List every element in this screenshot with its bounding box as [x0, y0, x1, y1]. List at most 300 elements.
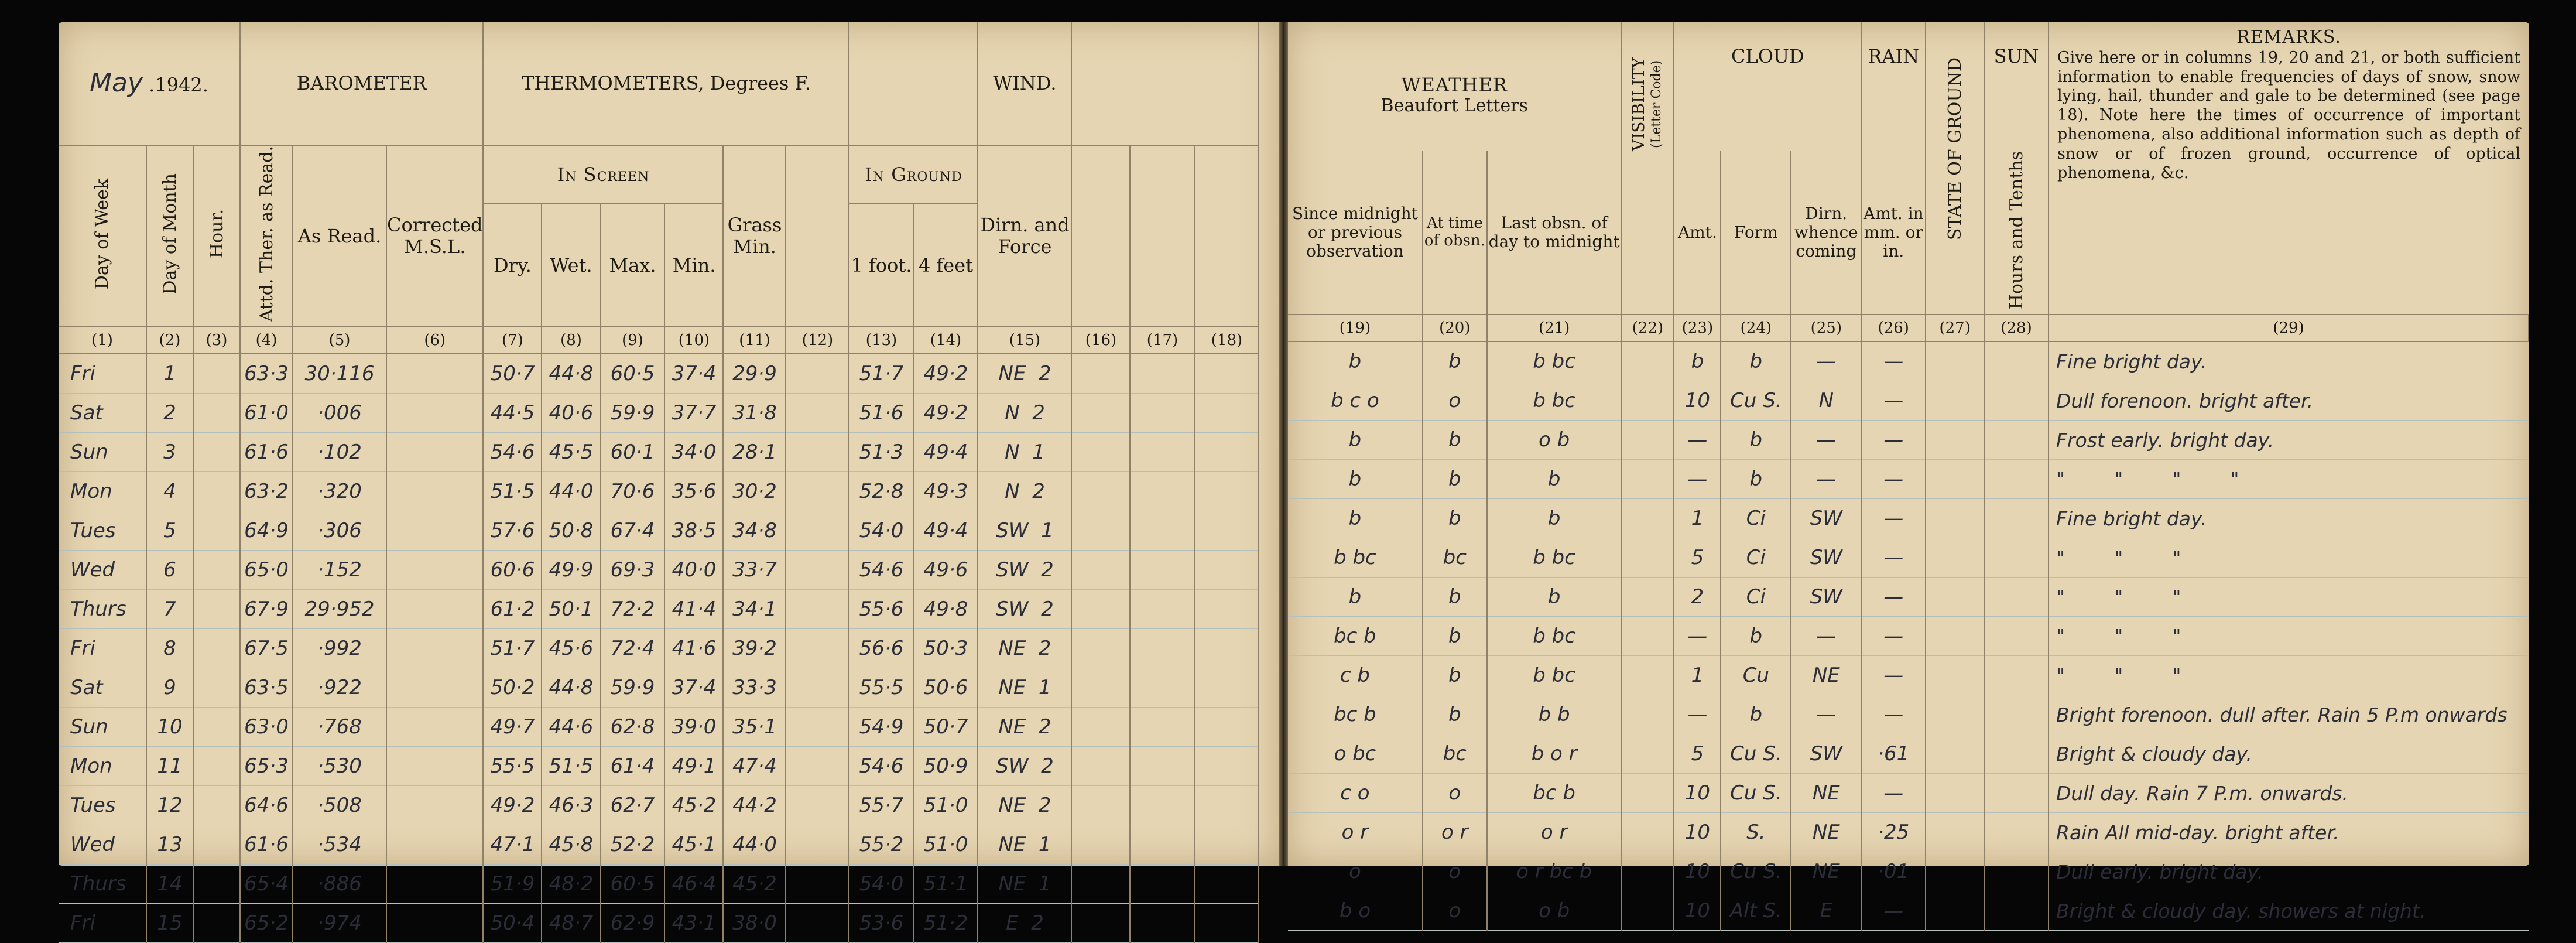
day-of-week-cell: Wed [59, 825, 146, 865]
wet-temp-cell: 46·3 [542, 786, 600, 825]
table-row [1288, 734, 2529, 774]
col-16-cell [1071, 394, 1130, 433]
col-18-cell [1194, 865, 1259, 904]
day-of-week-cell: Wed [59, 551, 146, 590]
baro-as-read-cell: ·102 [293, 433, 386, 472]
state-of-ground-cell [1926, 421, 1984, 460]
day-of-week-cell: Tues [59, 511, 146, 551]
cloud-form-cell: Cu S. [1721, 852, 1791, 891]
rain-amt-cell: — [1861, 656, 1926, 695]
table-row [1288, 695, 2529, 734]
table-row [1288, 578, 2529, 617]
rain-amt-cell: — [1861, 774, 1926, 813]
state-of-ground-cell [1926, 460, 1984, 499]
day-of-week-cell: Sun [59, 433, 146, 472]
wind-dirn-force-cell: N 1 [978, 433, 1071, 472]
max-temp-cell: 52·2 [600, 825, 664, 865]
cloud-form-cell: b [1721, 460, 1791, 499]
dry-temp-cell: 54·6 [483, 433, 542, 472]
one-foot-header: 1 foot. [849, 204, 913, 327]
day-of-week-cell: Fri [59, 904, 146, 943]
year-value: .1942. [149, 74, 208, 97]
column-number: (27) [1926, 315, 1984, 341]
dry-temp-cell: 50·7 [483, 354, 542, 394]
sun-hours-cell [1984, 341, 2049, 381]
visibility-cell [1622, 734, 1674, 774]
col-17-cell [1130, 590, 1194, 629]
visibility-cell [1622, 891, 1674, 931]
hour-cell [193, 590, 240, 629]
table-row [59, 433, 1259, 472]
weather-at-time-cell: o [1423, 852, 1487, 891]
col-17-cell [1130, 433, 1194, 472]
sun-hours-cell [1984, 578, 2049, 617]
col-18-cell [1194, 708, 1259, 747]
table-row [59, 590, 1259, 629]
cloud-dirn-cell: SW [1791, 734, 1861, 774]
ground-4ft-cell: 51·0 [913, 825, 978, 865]
column-number: (7) [483, 327, 542, 354]
day-of-week-cell: Mon [59, 747, 146, 786]
weather-last-cell: b bc [1487, 617, 1622, 656]
cloud-form-cell: b [1721, 617, 1791, 656]
max-temp-cell: 69·3 [600, 551, 664, 590]
ground-1ft-cell: 54·6 [849, 747, 913, 786]
col-12-cell [786, 590, 849, 629]
weather-at-time-cell: b [1423, 421, 1487, 460]
wind-dirn-force-cell: E 2 [978, 904, 1071, 943]
col-12-cell [786, 708, 849, 747]
col-12-cell [786, 629, 849, 668]
wet-temp-cell: 44·6 [542, 708, 600, 747]
table-row [1288, 460, 2529, 499]
dry-temp-cell: 61·2 [483, 590, 542, 629]
min-temp-cell: 37·7 [664, 394, 723, 433]
weather-at-time-cell: o r [1423, 813, 1487, 852]
baro-as-read-cell: ·886 [293, 865, 386, 904]
cloud-amt-cell: — [1674, 617, 1721, 656]
wet-temp-cell: 45·6 [542, 629, 600, 668]
remarks-header [2049, 22, 2529, 315]
blank-header [849, 22, 978, 145]
cloud-amt-cell: 10 [1674, 813, 1721, 852]
cloud-amt-cell: 10 [1674, 852, 1721, 891]
baro-as-read-cell: ·530 [293, 747, 386, 786]
baro-as-read-cell: ·992 [293, 629, 386, 668]
sun-hours-cell [1984, 617, 2049, 656]
wind-dirn-force-cell: N 2 [978, 472, 1071, 511]
col-12-header [786, 145, 849, 327]
visibility-cell [1622, 774, 1674, 813]
column-number: (23) [1674, 315, 1721, 341]
col-18-cell [1194, 904, 1259, 943]
hour-cell [193, 433, 240, 472]
day-of-month-cell: 6 [146, 551, 193, 590]
weather-last-cell: b bc [1487, 381, 1622, 421]
table-row [1288, 891, 2529, 931]
day-of-week-cell: Tues [59, 786, 146, 825]
col-17-cell [1130, 551, 1194, 590]
day-of-month-cell: 8 [146, 629, 193, 668]
wind-dirn-force-cell: NE 2 [978, 786, 1071, 825]
col-12-cell [786, 472, 849, 511]
baro-corrected-cell [386, 825, 483, 865]
attd-ther-cell: 61·0 [240, 394, 293, 433]
table-row [1288, 813, 2529, 852]
baro-corrected-cell [386, 786, 483, 825]
table-row [59, 551, 1259, 590]
hour-cell [193, 865, 240, 904]
col-17-cell [1130, 472, 1194, 511]
min-temp-cell: 37·4 [664, 668, 723, 708]
baro-as-read-cell: ·306 [293, 511, 386, 551]
table-row [1288, 499, 2529, 538]
baro-as-read-cell: 29·952 [293, 590, 386, 629]
col-16-cell [1071, 904, 1130, 943]
sun-hours-header: Hours and Tenths [1984, 151, 2049, 315]
column-number: (22) [1622, 315, 1674, 341]
column-number: (26) [1861, 315, 1926, 341]
grass-min-cell: 29·9 [723, 354, 786, 394]
max-temp-cell: 60·5 [600, 354, 664, 394]
sun-hours-cell [1984, 656, 2049, 695]
sun-hours-cell [1984, 381, 2049, 421]
state-of-ground-cell [1926, 891, 1984, 931]
min-temp-cell: 49·1 [664, 747, 723, 786]
col-16-cell [1071, 825, 1130, 865]
remark-cell: Rain All mid-day. bright after. [2049, 813, 2529, 852]
rain-amt-cell: — [1861, 538, 1926, 578]
weather-at-time-cell: b [1423, 341, 1487, 381]
beaufort-header: Beaufort Letters [1381, 95, 1528, 117]
day-of-week-cell: Thurs [59, 590, 146, 629]
col-17-cell [1130, 394, 1194, 433]
state-of-ground-cell [1926, 578, 1984, 617]
cloud-form-cell: b [1721, 341, 1791, 381]
wind-dirn-force-cell: NE 1 [978, 825, 1071, 865]
cloud-dirn-cell: N [1791, 381, 1861, 421]
col-12-cell [786, 551, 849, 590]
col-16-cell [1071, 629, 1130, 668]
weather-last-cell: b [1487, 499, 1622, 538]
sun-hours-cell [1984, 891, 2049, 931]
sun-hours-cell [1984, 852, 2049, 891]
visibility-cell [1622, 656, 1674, 695]
remark-cell: Fine bright day. [2049, 499, 2529, 538]
cloud-form-header: Form [1721, 151, 1791, 315]
grass-min-cell: 33·7 [723, 551, 786, 590]
weather-last-cell: o b [1487, 421, 1622, 460]
dry-temp-cell: 51·5 [483, 472, 542, 511]
remark-cell: Bright forenoon. dull after. Rain 5 P.m onwards [2049, 695, 2529, 734]
hour-cell [193, 708, 240, 747]
day-of-month-cell: 2 [146, 394, 193, 433]
col-16-header [1071, 145, 1130, 327]
visibility-cell [1622, 341, 1674, 381]
dry-temp-cell: 44·5 [483, 394, 542, 433]
max-temp-cell: 59·9 [600, 394, 664, 433]
max-temp-cell: 70·6 [600, 472, 664, 511]
hour-cell [193, 825, 240, 865]
sun-hours-cell [1984, 813, 2049, 852]
ground-1ft-cell: 53·6 [849, 904, 913, 943]
dry-temp-cell: 47·1 [483, 825, 542, 865]
ground-4ft-cell: 50·9 [913, 747, 978, 786]
day-of-week-cell: Fri [59, 629, 146, 668]
attd-ther-cell: 67·5 [240, 629, 293, 668]
thermometers-header: THERMOMETERS, Degrees F. [483, 22, 849, 145]
cloud-dirn-cell: SW [1791, 499, 1861, 538]
col-12-cell [786, 747, 849, 786]
grass-min-cell: 47·4 [723, 747, 786, 786]
col-18-cell [1194, 590, 1259, 629]
col-18-cell [1194, 433, 1259, 472]
hour-cell [193, 668, 240, 708]
state-of-ground-cell [1926, 695, 1984, 734]
remark-cell: Fine bright day. [2049, 341, 2529, 381]
wet-temp-cell: 45·5 [542, 433, 600, 472]
table-row [59, 668, 1259, 708]
weather-at-time-cell: o [1423, 774, 1487, 813]
visibility-cell [1622, 381, 1674, 421]
max-temp-cell: 61·4 [600, 747, 664, 786]
sun-hours-cell [1984, 421, 2049, 460]
cloud-amt-cell: 5 [1674, 538, 1721, 578]
column-number: (15) [978, 327, 1071, 354]
weather-last-cell: b bc [1487, 538, 1622, 578]
weather-header: WEATHER [1401, 74, 1508, 97]
cloud-form-cell: Ci [1721, 578, 1791, 617]
rain-amt-cell: ·61 [1861, 734, 1926, 774]
visibility-cell [1622, 578, 1674, 617]
col-18-cell [1194, 747, 1259, 786]
column-number: (6) [386, 327, 483, 354]
weather-since-cell: c b [1288, 656, 1423, 695]
hour-cell [193, 511, 240, 551]
min-temp-cell: 38·5 [664, 511, 723, 551]
visibility-cell [1622, 421, 1674, 460]
cloud-amt-cell: — [1674, 695, 1721, 734]
baro-as-read-cell: ·534 [293, 825, 386, 865]
ground-4ft-cell: 49·8 [913, 590, 978, 629]
wind-dirn-force-cell: SW 2 [978, 590, 1071, 629]
wet-header: Wet. [542, 204, 600, 327]
month-year-cell [59, 22, 240, 145]
baro-corrected-cell [386, 668, 483, 708]
hour-cell [193, 629, 240, 668]
remark-cell: " " " [2049, 617, 2529, 656]
ground-1ft-cell: 54·9 [849, 708, 913, 747]
barometer-header: BAROMETER [240, 22, 483, 145]
ground-4ft-cell: 49·3 [913, 472, 978, 511]
wind-dirn-force-cell: N 2 [978, 394, 1071, 433]
col-17-header [1130, 145, 1194, 327]
grass-min-cell: 45·2 [723, 865, 786, 904]
col-18-cell [1194, 825, 1259, 865]
column-number: (21) [1487, 315, 1622, 341]
table-row [59, 786, 1259, 825]
weather-at-time-cell: o [1423, 381, 1487, 421]
max-header: Max. [600, 204, 664, 327]
weather-since-cell: b bc [1288, 538, 1423, 578]
sun-header: SUN [1984, 22, 2049, 151]
rain-header: RAIN [1861, 22, 1926, 151]
ground-1ft-cell: 55·5 [849, 668, 913, 708]
ground-1ft-cell: 54·0 [849, 865, 913, 904]
cloud-dirn-cell: NE [1791, 774, 1861, 813]
baro-corrected-cell [386, 551, 483, 590]
column-number: (8) [542, 327, 600, 354]
cloud-amt-cell: 1 [1674, 656, 1721, 695]
col-12-cell [786, 904, 849, 943]
col-17-cell [1130, 668, 1194, 708]
attd-ther-cell: 64·9 [240, 511, 293, 551]
col-16-cell [1071, 865, 1130, 904]
rain-amt-cell: — [1861, 460, 1926, 499]
dry-temp-cell: 55·5 [483, 747, 542, 786]
cloud-header: CLOUD [1674, 22, 1861, 151]
weather-since-cell: b c o [1288, 381, 1423, 421]
table-row [1288, 381, 2529, 421]
rain-amt-header: Amt. in mm. or in. [1861, 151, 1926, 315]
baro-corrected-cell [386, 590, 483, 629]
table-row [59, 904, 1259, 943]
table-row [59, 472, 1259, 511]
state-of-ground-cell [1926, 774, 1984, 813]
since-midnight-header: Since midnight or previous observation [1288, 151, 1423, 315]
wet-temp-cell: 48·7 [542, 904, 600, 943]
ground-4ft-cell: 49·6 [913, 551, 978, 590]
table-row [1288, 617, 2529, 656]
right-ledger-table [1288, 22, 2529, 931]
column-number: (19) [1288, 315, 1423, 341]
ground-4ft-cell: 49·2 [913, 354, 978, 394]
grass-min-cell: 28·1 [723, 433, 786, 472]
wind-dirn-force-cell: NE 1 [978, 668, 1071, 708]
cloud-dirn-cell: — [1791, 421, 1861, 460]
min-temp-cell: 34·0 [664, 433, 723, 472]
cloud-amt-cell: — [1674, 460, 1721, 499]
cloud-dirn-cell: E [1791, 891, 1861, 931]
min-temp-cell: 45·2 [664, 786, 723, 825]
visibility-cell [1622, 617, 1674, 656]
wet-temp-cell: 45·8 [542, 825, 600, 865]
weather-at-time-cell: b [1423, 695, 1487, 734]
right-column-numbers [1288, 315, 2529, 341]
attd-ther-cell: 63·0 [240, 708, 293, 747]
grass-min-header: Grass Min. [723, 145, 786, 327]
cloud-form-cell: b [1721, 421, 1791, 460]
cloud-amt-cell: 10 [1674, 891, 1721, 931]
ground-1ft-cell: 55·2 [849, 825, 913, 865]
remarks-title: REMARKS. [2236, 27, 2341, 47]
weather-at-time-cell: bc [1423, 538, 1487, 578]
sun-hours-cell [1984, 695, 2049, 734]
column-number: (9) [600, 327, 664, 354]
day-of-week-cell: Fri [59, 354, 146, 394]
table-row [59, 825, 1259, 865]
min-temp-cell: 40·0 [664, 551, 723, 590]
column-number: (28) [1984, 315, 2049, 341]
ground-4ft-cell: 50·7 [913, 708, 978, 747]
remark-cell: Dull forenoon. bright after. [2049, 381, 2529, 421]
column-number: (1) [59, 327, 146, 354]
state-of-ground-cell [1926, 734, 1984, 774]
min-header: Min. [664, 204, 723, 327]
weather-at-time-cell: b [1423, 499, 1487, 538]
state-of-ground-cell [1926, 499, 1984, 538]
table-row [59, 865, 1259, 904]
col-18-cell [1194, 786, 1259, 825]
cloud-dirn-header: Dirn. whence coming [1791, 151, 1861, 315]
day-of-month-cell: 4 [146, 472, 193, 511]
cloud-form-cell: Cu S. [1721, 774, 1791, 813]
wet-temp-cell: 50·8 [542, 511, 600, 551]
visibility-cell [1622, 538, 1674, 578]
grass-min-cell: 44·0 [723, 825, 786, 865]
hour-header: Hour. [193, 145, 240, 327]
state-of-ground-cell [1926, 381, 1984, 421]
dry-temp-cell: 50·2 [483, 668, 542, 708]
col-16-cell [1071, 747, 1130, 786]
cloud-form-cell: Ci [1721, 499, 1791, 538]
grass-min-cell: 33·3 [723, 668, 786, 708]
state-of-ground-cell [1926, 656, 1984, 695]
col-16-cell [1071, 551, 1130, 590]
wet-temp-cell: 50·1 [542, 590, 600, 629]
day-of-week-cell: Sun [59, 708, 146, 747]
weather-last-cell: b bc [1487, 656, 1622, 695]
min-temp-cell: 41·6 [664, 629, 723, 668]
rain-amt-cell: ·25 [1861, 813, 1926, 852]
cloud-form-cell: b [1721, 695, 1791, 734]
left-data-rows [59, 354, 1259, 943]
weather-since-cell: b [1288, 499, 1423, 538]
attd-ther-cell: 65·3 [240, 747, 293, 786]
col-18-cell [1194, 511, 1259, 551]
right-data-rows [1288, 341, 2529, 931]
max-temp-cell: 72·2 [600, 590, 664, 629]
col-18-cell [1194, 472, 1259, 511]
weather-since-cell: o bc [1288, 734, 1423, 774]
weather-at-time-cell: o [1423, 891, 1487, 931]
max-temp-cell: 62·7 [600, 786, 664, 825]
rain-amt-cell: — [1861, 499, 1926, 538]
dry-temp-cell: 60·6 [483, 551, 542, 590]
table-row [1288, 774, 2529, 813]
cloud-dirn-cell: — [1791, 460, 1861, 499]
ground-1ft-cell: 56·6 [849, 629, 913, 668]
left-ledger-page [59, 22, 1279, 935]
weather-since-cell: b [1288, 421, 1423, 460]
weather-last-cell: o r bc b [1487, 852, 1622, 891]
sun-hours-cell [1984, 774, 2049, 813]
rain-amt-cell: ·01 [1861, 852, 1926, 891]
col-12-cell [786, 394, 849, 433]
state-of-ground-cell [1926, 538, 1984, 578]
remark-cell: Bright & cloudy day. showers at night. [2049, 891, 2529, 931]
visibility-cell [1622, 695, 1674, 734]
day-of-week-cell: Mon [59, 472, 146, 511]
hour-cell [193, 394, 240, 433]
table-row [59, 354, 1259, 394]
col-17-cell [1130, 747, 1194, 786]
rain-amt-cell: — [1861, 341, 1926, 381]
cloud-form-cell: Cu S. [1721, 734, 1791, 774]
col-16-cell [1071, 786, 1130, 825]
column-number: (14) [913, 327, 978, 354]
wind-dirn-force-cell: SW 2 [978, 747, 1071, 786]
